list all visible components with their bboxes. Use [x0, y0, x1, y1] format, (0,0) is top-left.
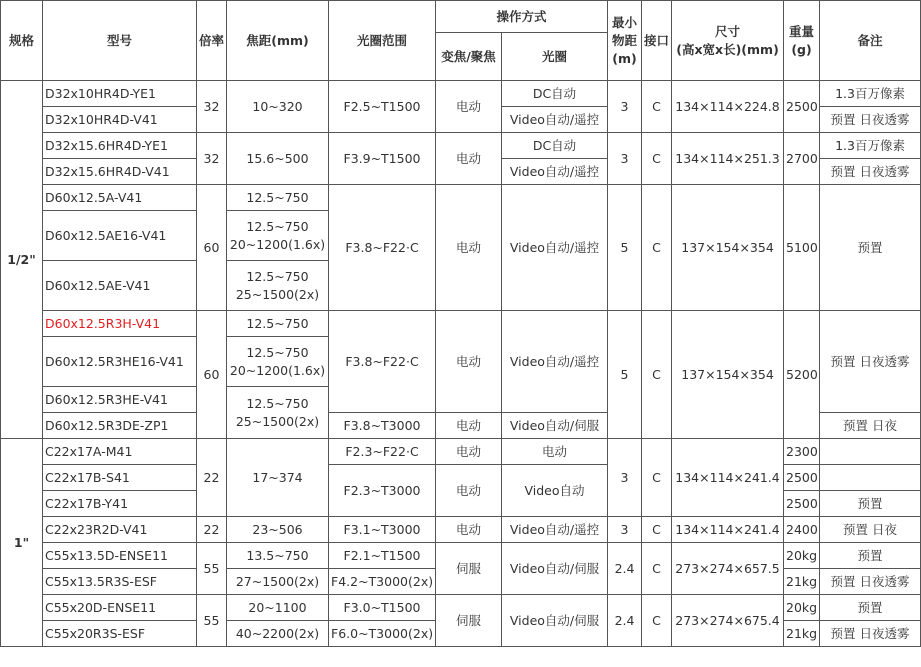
aperture-cell: F2.3~T3000: [329, 465, 436, 517]
focal-line-2: 25~1500(2x): [235, 413, 320, 429]
iris-cell: DC自动: [502, 133, 608, 159]
note-cell: 1.3百万像素: [820, 81, 921, 107]
min-distance-cell: 5: [608, 185, 642, 311]
zoom-focus-cell: 电动: [436, 517, 502, 543]
min-distance-cell: 2.4: [608, 595, 642, 647]
mount-cell: C: [642, 311, 672, 439]
zoom-focus-cell: 电动: [436, 133, 502, 185]
model-cell: C55x13.5D-ENSE11: [43, 543, 197, 569]
header-size: [672, 1, 784, 81]
weight-cell: 2500: [784, 491, 820, 517]
mount-cell: C: [642, 517, 672, 543]
zoom-focus-cell: 伺服: [436, 595, 502, 647]
iris-cell: DC自动: [502, 81, 608, 107]
model-cell: D60x12.5R3DE-ZP1: [43, 413, 197, 439]
zoom-focus-cell: 电动: [436, 439, 502, 465]
mount-cell: C: [642, 185, 672, 311]
model-cell: D32x10HR4D-YE1: [43, 81, 197, 107]
size-cell: 137×154×354: [672, 185, 784, 311]
note-cell: 预置 日夜: [820, 413, 921, 439]
focal-line-2: 20~1200(1.6x): [229, 236, 326, 252]
iris-cell: 电动: [502, 439, 608, 465]
header-zoom-focus: 变焦/聚焦: [436, 33, 502, 81]
zoom-focus-cell: 电动: [436, 81, 502, 133]
aperture-cell: F4.2~T3000(2x): [329, 569, 436, 595]
focal-cell: [227, 387, 329, 439]
iris-cell: Video自动/遥控: [502, 185, 608, 311]
model-cell: C55x20R3S-ESF: [43, 621, 197, 647]
size-cell: 134×114×241.4: [672, 439, 784, 517]
header-spec: 规格: [1, 1, 43, 81]
header-aperture: 光圈范围: [329, 1, 436, 81]
aperture-cell: F3.0~T1500: [329, 595, 436, 621]
iris-cell: Video自动/伺服: [502, 543, 608, 595]
weight-cell: 2300: [784, 439, 820, 465]
model-cell: C55x13.5R3S-ESF: [43, 569, 197, 595]
model-cell: D60x12.5R3HE16-V41: [43, 337, 197, 387]
note-cell: 预置: [820, 185, 921, 311]
focal-cell: 20~1100: [227, 595, 329, 621]
focal-cell: [227, 261, 329, 311]
focal-line-1: 12.5~750: [246, 344, 309, 360]
header-zoom: 倍率: [197, 1, 227, 81]
size-cell: 134×114×224.8: [672, 81, 784, 133]
table-row: [1, 311, 921, 337]
zoom-cell: 22: [197, 439, 227, 517]
aperture-cell: F3.8~F22·C: [329, 185, 436, 311]
size-cell: 137×154×354: [672, 311, 784, 439]
note-cell: 预置 日夜透雾: [820, 311, 921, 413]
note-cell: 预置 日夜透雾: [820, 107, 921, 133]
mount-cell: C: [642, 81, 672, 133]
zoom-cell: 55: [197, 595, 227, 647]
note-cell: 1.3百万像素: [820, 133, 921, 159]
focal-cell: [227, 337, 329, 387]
note-cell: 预置: [820, 543, 921, 569]
spec-cell: 1/2": [1, 81, 43, 439]
model-cell: C22x17B-S41: [43, 465, 197, 491]
min-distance-cell: 3: [608, 439, 642, 517]
focal-cell: 13.5~750: [227, 543, 329, 569]
model-cell: D32x15.6HR4D-V41: [43, 159, 197, 185]
min-distance-cell: 3: [608, 133, 642, 185]
note-cell: [820, 465, 921, 491]
zoom-focus-cell: 电动: [436, 311, 502, 413]
focal-cell: 40~2200(2x): [227, 621, 329, 647]
focal-cell: [227, 211, 329, 261]
focal-cell: 10~320: [227, 81, 329, 133]
zoom-cell: 22: [197, 517, 227, 543]
table-row: [1, 133, 921, 159]
note-cell: 预置: [820, 491, 921, 517]
header-weight: [784, 1, 820, 81]
model-cell: D32x15.6HR4D-YE1: [43, 133, 197, 159]
focal-cell: 23~506: [227, 517, 329, 543]
size-cell: 134×114×241.4: [672, 517, 784, 543]
focal-line-2: 20~1200(1.6x): [229, 362, 326, 378]
min-distance-cell: 3: [608, 517, 642, 543]
zoom-focus-cell: 伺服: [436, 543, 502, 595]
header-mount: 接口: [642, 1, 672, 81]
zoom-focus-cell: 电动: [436, 185, 502, 311]
size-cell: 273×274×657.5: [672, 543, 784, 595]
size-cell: 134×114×251.3: [672, 133, 784, 185]
table-row: [1, 81, 921, 107]
aperture-cell: F2.5~T1500: [329, 81, 436, 133]
iris-cell: Video自动/伺服: [502, 595, 608, 647]
focal-line-1: 12.5~750: [246, 268, 309, 284]
header-min-distance-l1: 最小: [612, 14, 638, 30]
note-cell: [820, 439, 921, 465]
weight-cell: 2700: [784, 133, 820, 185]
header-min-distance-l2: 物距: [612, 32, 638, 48]
iris-cell: Video自动/伺服: [502, 413, 608, 439]
aperture-cell: F2.1~T1500: [329, 543, 436, 569]
mount-cell: C: [642, 439, 672, 517]
zoom-cell: 32: [197, 133, 227, 185]
focal-cell: 17~374: [227, 439, 329, 517]
model-cell: D60x12.5AE16-V41: [43, 211, 197, 261]
note-cell: 预置 日夜透雾: [820, 569, 921, 595]
header-iris: 光圈: [502, 33, 608, 81]
table-row: [1, 595, 921, 621]
model-cell: C55x20D-ENSE11: [43, 595, 197, 621]
size-cell: 273×274×675.4: [672, 595, 784, 647]
model-cell: C22x17A-M41: [43, 439, 197, 465]
header-model: 型号: [43, 1, 197, 81]
model-cell: C22x17B-Y41: [43, 491, 197, 517]
spec-cell: 1": [1, 439, 43, 647]
iris-cell: Video自动/遥控: [502, 517, 608, 543]
focal-cell: 12.5~750: [227, 311, 329, 337]
focal-line-1: 12.5~750: [246, 395, 309, 411]
header-min-distance: [608, 1, 642, 81]
focal-cell: 15.6~500: [227, 133, 329, 185]
note-cell: 预置 日夜透雾: [820, 159, 921, 185]
weight-cell: 20kg: [784, 543, 820, 569]
weight-cell: 2500: [784, 81, 820, 133]
table-row: [1, 185, 921, 211]
header-weight-l1: 重量: [789, 23, 815, 39]
weight-cell: 21kg: [784, 621, 820, 647]
table-row: [1, 543, 921, 569]
iris-cell: Video自动/遥控: [502, 159, 608, 185]
zoom-focus-cell: 电动: [436, 413, 502, 439]
min-distance-cell: 3: [608, 81, 642, 133]
aperture-cell: F3.9~T1500: [329, 133, 436, 185]
iris-cell: Video自动: [502, 465, 608, 517]
iris-cell: Video自动/遥控: [502, 107, 608, 133]
min-distance-cell: 2.4: [608, 543, 642, 595]
note-cell: 预置 日夜: [820, 517, 921, 543]
model-cell-highlighted: D60x12.5R3H-V41: [43, 311, 197, 337]
header-operation: 操作方式: [436, 1, 608, 33]
weight-cell: 20kg: [784, 595, 820, 621]
weight-cell: 2400: [784, 517, 820, 543]
mount-cell: C: [642, 133, 672, 185]
header-weight-l2: (g): [791, 41, 812, 57]
aperture-cell: F3.8~T3000: [329, 413, 436, 439]
header-min-distance-l3: (m): [612, 50, 637, 66]
weight-cell: 2500: [784, 465, 820, 491]
focal-cell: 12.5~750: [227, 185, 329, 211]
focal-line-1: 12.5~750: [246, 218, 309, 234]
focal-line-2: 25~1500(2x): [235, 286, 320, 302]
table-row: [1, 517, 921, 543]
focal-cell: 27~1500(2x): [227, 569, 329, 595]
min-distance-cell: 5: [608, 311, 642, 439]
aperture-cell: F6.0~T3000(2x): [329, 621, 436, 647]
iris-cell: Video自动/遥控: [502, 311, 608, 413]
model-cell: D60x12.5A-V41: [43, 185, 197, 211]
zoom-cell: 60: [197, 311, 227, 439]
weight-cell: 5200: [784, 311, 820, 439]
zoom-focus-cell: 电动: [436, 465, 502, 517]
zoom-cell: 55: [197, 543, 227, 595]
note-cell: 预置: [820, 595, 921, 621]
header-notes: 备注: [820, 1, 921, 81]
mount-cell: C: [642, 595, 672, 647]
table-row: [1, 439, 921, 465]
aperture-cell: F2.3~F22·C: [329, 439, 436, 465]
model-cell: D60x12.5AE-V41: [43, 261, 197, 311]
aperture-cell: F3.8~F22·C: [329, 311, 436, 413]
aperture-cell: F3.1~T3000: [329, 517, 436, 543]
header-focal: 焦距(mm): [227, 1, 329, 81]
zoom-cell: 60: [197, 185, 227, 311]
weight-cell: 5100: [784, 185, 820, 311]
model-cell: D60x12.5R3HE-V41: [43, 387, 197, 413]
weight-cell: 21kg: [784, 569, 820, 595]
header-size-l2: (高x宽x长)(mm): [676, 41, 779, 57]
note-cell: 预置 日夜透雾: [820, 621, 921, 647]
zoom-cell: 32: [197, 81, 227, 133]
header-size-l1: 尺寸: [715, 23, 741, 39]
mount-cell: C: [642, 543, 672, 595]
model-cell: C22x23R2D-V41: [43, 517, 197, 543]
model-cell: D32x10HR4D-V41: [43, 107, 197, 133]
